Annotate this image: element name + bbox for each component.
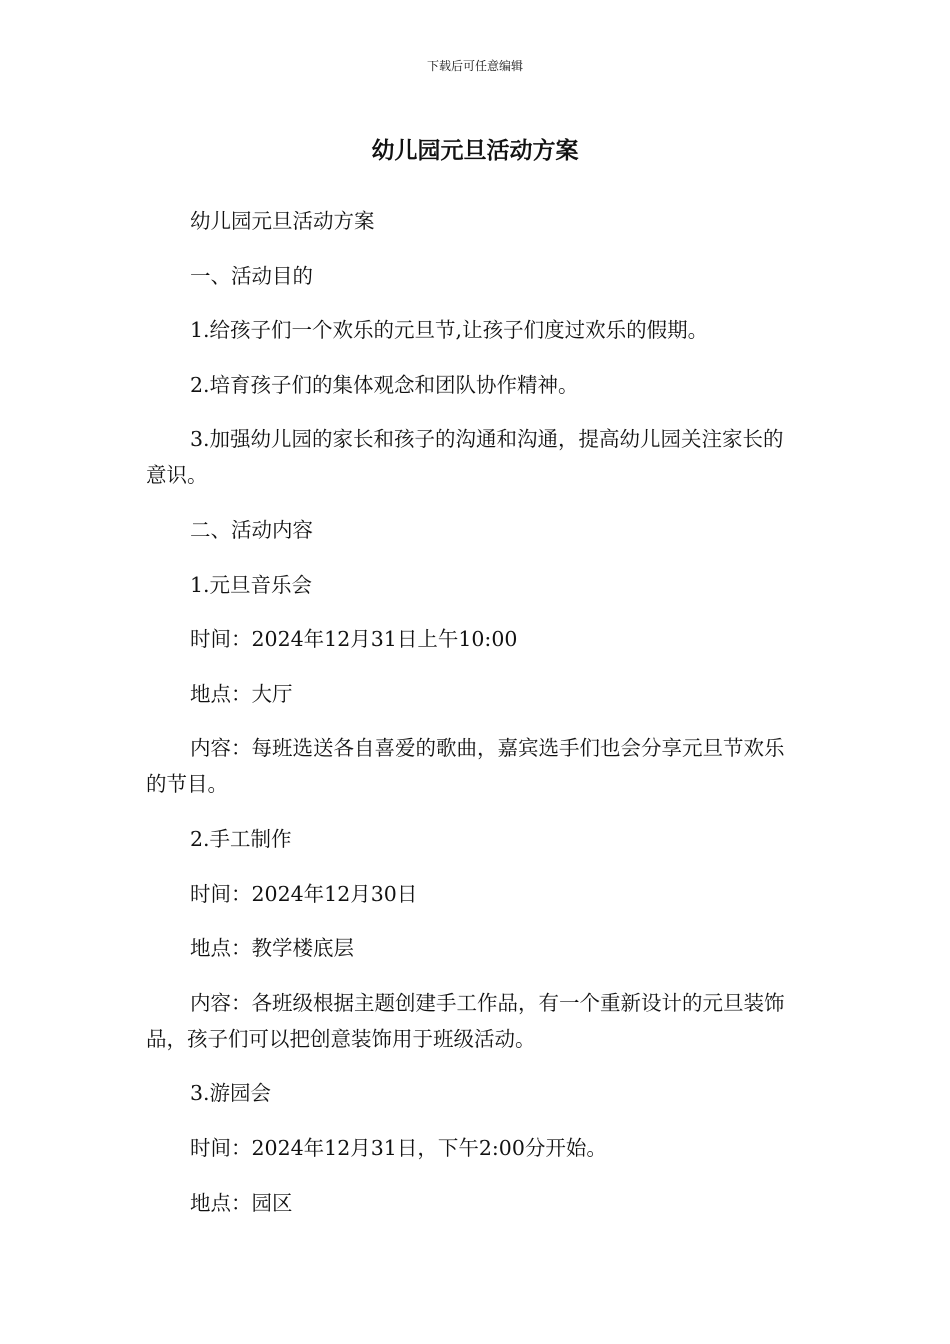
paragraph-handcraft-place: 地点：教学楼底层 <box>190 936 354 961</box>
paragraph-section-content: 二、活动内容 <box>190 517 313 542</box>
paragraph-item-garden-party: 3.游园会 <box>190 1081 272 1106</box>
paragraph-handcraft-content: 内容：各班级根据主题创建手工作品，有一个重新设计的元旦装饰品，孩子们可以把创意装饰用于班级活动。 <box>146 990 785 1051</box>
document-body <box>146 203 798 1239</box>
document-title: 幼儿园元旦活动方案 <box>371 138 579 164</box>
paragraph-item-concert: 1.元旦音乐会 <box>190 572 313 597</box>
paragraph-section-purpose: 一、活动目的 <box>190 263 313 288</box>
paragraph-subtitle: 幼儿园元旦活动方案 <box>190 209 375 233</box>
paragraph-handcraft-time: 时间：2024年12月30日 <box>190 881 418 906</box>
paragraph-purpose-1: 1.给孩子们一个欢乐的元旦节,让孩子们度过欢乐的假期。 <box>190 318 709 343</box>
paragraph-garden-party-place: 地点：园区 <box>190 1190 293 1215</box>
paragraph-garden-party-time: 时间：2024年12月31日，下午2:00分开始。 <box>190 1135 607 1160</box>
paragraph-item-handcraft: 2.手工制作 <box>190 826 292 851</box>
paragraph-concert-time: 时间：2024年12月31日上午10:00 <box>190 627 518 652</box>
paragraph-concert-content: 内容：每班选送各自喜爱的歌曲，嘉宾选手们也会分享元旦节欢乐的节目。 <box>146 736 785 797</box>
paragraph-purpose-2: 2.培育孩子们的集体观念和团队协作精神。 <box>190 372 579 397</box>
header-note: 下载后可任意编辑 <box>426 59 523 73</box>
paragraph-concert-place: 地点：大厅 <box>190 681 293 706</box>
paragraph-purpose-3: 3.加强幼儿园的家长和孩子的沟通和沟通，提高幼儿园关注家长的意识。 <box>146 427 784 488</box>
